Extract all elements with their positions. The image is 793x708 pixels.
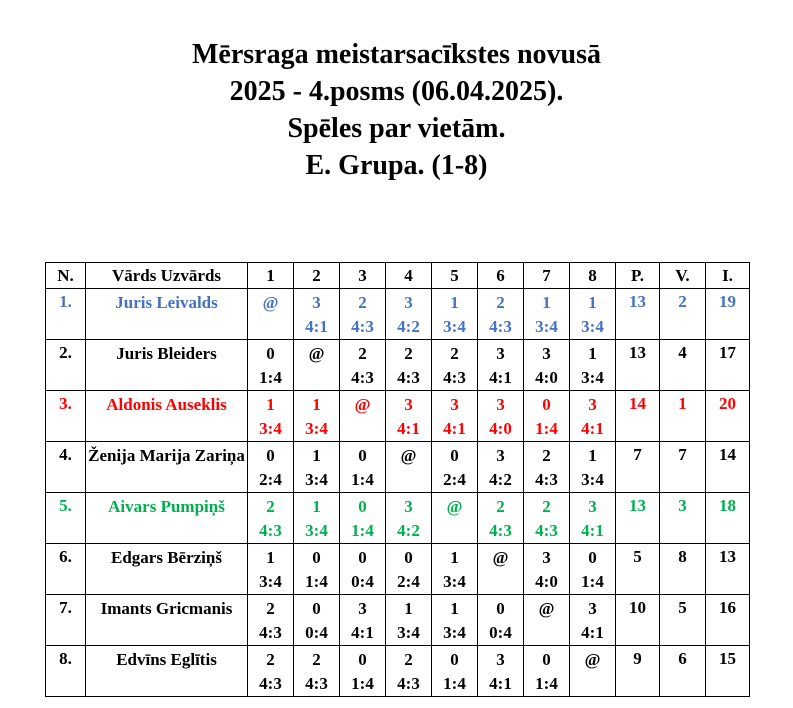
total-v: 4 [660, 340, 706, 391]
total-i: 15 [706, 646, 750, 697]
match-points: 1 [588, 344, 597, 363]
match-cell [570, 442, 616, 493]
match-score: 2:4 [259, 470, 282, 489]
match-cell [570, 391, 616, 442]
match-cell [248, 340, 294, 391]
match-cell [570, 595, 616, 646]
match-score: 0:4 [489, 623, 512, 642]
match-cell [432, 442, 478, 493]
match-cell [340, 442, 386, 493]
match-score: 1:4 [259, 368, 282, 387]
match-cell [432, 289, 478, 340]
match-cell [248, 289, 294, 340]
column-header: 1 [248, 263, 294, 289]
match-points: 0 [588, 548, 597, 567]
match-cell [570, 646, 616, 697]
match-score: 3:4 [397, 623, 420, 642]
match-score: 4:3 [351, 368, 374, 387]
column-header: Vārds Uzvārds [86, 263, 248, 289]
match-points: 3 [496, 395, 505, 414]
row-number: 7. [46, 595, 86, 646]
column-header: N. [46, 263, 86, 289]
player-name: Aldonis Auseklis [86, 391, 248, 442]
match-cell [294, 391, 340, 442]
match-points: 0 [358, 548, 367, 567]
total-p: 7 [616, 442, 660, 493]
match-score: 4:3 [443, 368, 466, 387]
match-points: 3 [542, 344, 551, 363]
match-points: 0 [312, 548, 321, 567]
match-cell [386, 289, 432, 340]
match-score: 4:2 [397, 317, 420, 336]
match-score: 4:1 [351, 623, 374, 642]
match-score [524, 621, 569, 645]
match-score: 4:1 [581, 419, 604, 438]
match-score: 4:1 [489, 368, 512, 387]
match-score: 3:4 [305, 521, 328, 540]
match-score: 3:4 [259, 572, 282, 591]
match-cell [524, 289, 570, 340]
match-score: 1:4 [351, 470, 374, 489]
total-p: 13 [616, 289, 660, 340]
results-table [45, 262, 750, 697]
match-cell [432, 340, 478, 391]
match-points: 3 [450, 395, 459, 414]
table-row [46, 289, 750, 340]
document-title [0, 36, 793, 184]
match-points: 0 [266, 344, 275, 363]
match-score: 3:4 [443, 623, 466, 642]
table-row [46, 544, 750, 595]
match-cell [478, 340, 524, 391]
match-points: 3 [358, 599, 367, 618]
match-score: 3:4 [305, 419, 328, 438]
match-score: 4:3 [305, 674, 328, 693]
match-score: 3:4 [443, 317, 466, 336]
match-points: 1 [404, 599, 413, 618]
row-number: 3. [46, 391, 86, 442]
match-cell [524, 544, 570, 595]
match-score: 4:0 [535, 572, 558, 591]
match-cell [478, 289, 524, 340]
match-points: 0 [358, 650, 367, 669]
match-cell [294, 289, 340, 340]
match-cell [248, 442, 294, 493]
total-i: 17 [706, 340, 750, 391]
total-i: 19 [706, 289, 750, 340]
match-points: 3 [496, 650, 505, 669]
match-cell [248, 544, 294, 595]
match-score: 4:0 [535, 368, 558, 387]
match-points: 2 [542, 497, 551, 516]
match-points: 2 [404, 650, 413, 669]
match-points: 1 [266, 395, 275, 414]
match-cell [386, 646, 432, 697]
match-cell [294, 340, 340, 391]
match-score: 4:3 [259, 623, 282, 642]
match-score: 4:3 [535, 470, 558, 489]
total-i: 13 [706, 544, 750, 595]
match-cell [386, 391, 432, 442]
match-score: 3:4 [259, 419, 282, 438]
match-points: 2 [358, 344, 367, 363]
match-points: @ [492, 548, 509, 567]
table-row [46, 646, 750, 697]
match-score: 3:4 [305, 470, 328, 489]
total-p: 13 [616, 493, 660, 544]
match-score [340, 417, 385, 441]
match-score: 4:1 [489, 674, 512, 693]
match-points: 3 [496, 446, 505, 465]
title-line-2: 2025 - 4.posms (06.04.2025). [229, 76, 564, 107]
match-points: @ [262, 293, 279, 312]
table-body [46, 289, 750, 697]
match-points: 3 [588, 599, 597, 618]
match-cell [386, 493, 432, 544]
match-points: 2 [404, 344, 413, 363]
player-name: Edvīns Eglītis [86, 646, 248, 697]
title-line-1: Mērsraga meistarsacīkstes novusā [191, 39, 602, 70]
player-name: Juris Bleiders [86, 340, 248, 391]
match-points: 1 [312, 395, 321, 414]
player-name: Juris Leivalds [86, 289, 248, 340]
column-header: P. [616, 263, 660, 289]
match-cell [340, 646, 386, 697]
match-points: 1 [588, 446, 597, 465]
match-score [478, 570, 523, 594]
row-number: 8. [46, 646, 86, 697]
match-score: 4:1 [581, 623, 604, 642]
match-score: 3:4 [581, 317, 604, 336]
match-points: 0 [542, 650, 551, 669]
match-cell [294, 544, 340, 595]
total-v: 2 [660, 289, 706, 340]
match-cell [524, 391, 570, 442]
match-points: @ [584, 650, 601, 669]
match-cell [294, 646, 340, 697]
match-points: @ [446, 497, 463, 516]
match-points: 2 [266, 497, 275, 516]
match-score: 4:3 [259, 674, 282, 693]
match-score: 3:4 [581, 470, 604, 489]
match-cell [340, 340, 386, 391]
match-cell [570, 493, 616, 544]
column-header: 5 [432, 263, 478, 289]
match-points: 0 [450, 446, 459, 465]
match-cell [524, 646, 570, 697]
match-points: 1 [450, 293, 459, 312]
match-points: 0 [266, 446, 275, 465]
match-cell [340, 595, 386, 646]
match-score: 1:4 [351, 674, 374, 693]
total-p: 9 [616, 646, 660, 697]
match-score: 1:4 [535, 674, 558, 693]
match-points: 1 [588, 293, 597, 312]
match-cell [478, 493, 524, 544]
row-number: 4. [46, 442, 86, 493]
column-header: 4 [386, 263, 432, 289]
match-score: 1:4 [581, 572, 604, 591]
match-cell [478, 442, 524, 493]
match-cell [248, 646, 294, 697]
header-row [46, 263, 750, 289]
player-name: Imants Gricmanis [86, 595, 248, 646]
match-score: 4:3 [535, 521, 558, 540]
match-score [432, 519, 477, 543]
match-points: 1 [450, 548, 459, 567]
match-cell [432, 646, 478, 697]
total-v: 1 [660, 391, 706, 442]
match-cell [524, 595, 570, 646]
total-p: 14 [616, 391, 660, 442]
match-score: 4:1 [581, 521, 604, 540]
match-score: 3:4 [443, 572, 466, 591]
match-score: 4:3 [397, 674, 420, 693]
match-cell [432, 595, 478, 646]
total-v: 8 [660, 544, 706, 595]
match-points: 0 [358, 497, 367, 516]
match-cell [248, 595, 294, 646]
match-cell [478, 646, 524, 697]
match-cell [294, 595, 340, 646]
match-points: 1 [266, 548, 275, 567]
match-points: 3 [404, 497, 413, 516]
match-points: 1 [450, 599, 459, 618]
match-score: 4:2 [489, 470, 512, 489]
match-score [294, 366, 339, 390]
match-points: 0 [542, 395, 551, 414]
match-cell [248, 391, 294, 442]
player-name: Ženija Marija Zariņa [86, 442, 248, 493]
column-header: 8 [570, 263, 616, 289]
match-points: 2 [450, 344, 459, 363]
total-i: 14 [706, 442, 750, 493]
match-score: 2:4 [443, 470, 466, 489]
match-points: 0 [358, 446, 367, 465]
title-line-3: Spēles par vietām. [287, 113, 506, 144]
match-points: @ [354, 395, 371, 414]
match-score: 1:4 [443, 674, 466, 693]
match-points: 3 [404, 395, 413, 414]
match-points: 0 [312, 599, 321, 618]
total-p: 13 [616, 340, 660, 391]
match-points: 2 [542, 446, 551, 465]
total-v: 6 [660, 646, 706, 697]
match-points: 1 [312, 497, 321, 516]
total-i: 16 [706, 595, 750, 646]
match-points: 2 [266, 650, 275, 669]
match-cell [386, 544, 432, 595]
match-points: 3 [312, 293, 321, 312]
total-v: 5 [660, 595, 706, 646]
total-p: 10 [616, 595, 660, 646]
match-score: 4:3 [489, 317, 512, 336]
match-points: @ [538, 599, 555, 618]
column-header: 3 [340, 263, 386, 289]
match-points: @ [400, 446, 417, 465]
match-cell [248, 493, 294, 544]
match-score: 1:4 [535, 419, 558, 438]
match-score: 0:4 [305, 623, 328, 642]
match-score: 4:3 [259, 521, 282, 540]
match-cell [340, 493, 386, 544]
total-i: 18 [706, 493, 750, 544]
match-score: 2:4 [397, 572, 420, 591]
match-points: 3 [588, 497, 597, 516]
match-points: @ [308, 344, 325, 363]
match-cell [386, 442, 432, 493]
match-cell [570, 340, 616, 391]
match-points: 3 [588, 395, 597, 414]
match-points: 1 [542, 293, 551, 312]
player-name: Aivars Pumpiņš [86, 493, 248, 544]
match-score: 4:3 [351, 317, 374, 336]
match-cell [432, 493, 478, 544]
match-score: 3:4 [535, 317, 558, 336]
match-points: 2 [496, 497, 505, 516]
match-cell [570, 289, 616, 340]
player-name: Edgars Bērziņš [86, 544, 248, 595]
table-row [46, 391, 750, 442]
match-points: 0 [496, 599, 505, 618]
match-cell [386, 340, 432, 391]
match-cell [570, 544, 616, 595]
match-points: 0 [404, 548, 413, 567]
match-cell [294, 493, 340, 544]
match-points: 0 [450, 650, 459, 669]
match-cell [524, 442, 570, 493]
match-score: 4:3 [397, 368, 420, 387]
match-cell [478, 391, 524, 442]
column-header: 6 [478, 263, 524, 289]
match-cell [340, 391, 386, 442]
match-score [248, 315, 293, 339]
match-cell [340, 289, 386, 340]
match-cell [524, 493, 570, 544]
match-points: 2 [266, 599, 275, 618]
match-cell [478, 595, 524, 646]
total-v: 7 [660, 442, 706, 493]
table-row [46, 595, 750, 646]
match-cell [340, 544, 386, 595]
match-score: 3:4 [581, 368, 604, 387]
match-score: 4:1 [397, 419, 420, 438]
match-score [386, 468, 431, 492]
total-v: 3 [660, 493, 706, 544]
table-row [46, 340, 750, 391]
table-row [46, 442, 750, 493]
match-score: 4:2 [397, 521, 420, 540]
match-points: 2 [312, 650, 321, 669]
column-header: 7 [524, 263, 570, 289]
match-cell [478, 544, 524, 595]
row-number: 5. [46, 493, 86, 544]
match-score [570, 672, 615, 696]
match-points: 3 [404, 293, 413, 312]
match-score: 4:1 [443, 419, 466, 438]
match-cell [432, 391, 478, 442]
match-points: 1 [312, 446, 321, 465]
match-points: 2 [496, 293, 505, 312]
row-number: 2. [46, 340, 86, 391]
match-cell [432, 544, 478, 595]
row-number: 6. [46, 544, 86, 595]
table-row [46, 493, 750, 544]
match-score: 4:1 [305, 317, 328, 336]
match-score: 1:4 [351, 521, 374, 540]
match-cell [386, 595, 432, 646]
total-i: 20 [706, 391, 750, 442]
total-p: 5 [616, 544, 660, 595]
match-cell [294, 442, 340, 493]
match-score: 4:0 [489, 419, 512, 438]
column-header: V. [660, 263, 706, 289]
match-cell [524, 340, 570, 391]
match-score: 4:3 [489, 521, 512, 540]
match-score: 1:4 [305, 572, 328, 591]
match-points: 2 [358, 293, 367, 312]
match-points: 3 [496, 344, 505, 363]
match-score: 0:4 [351, 572, 374, 591]
match-points: 3 [542, 548, 551, 567]
column-header: I. [706, 263, 750, 289]
row-number: 1. [46, 289, 86, 340]
column-header: 2 [294, 263, 340, 289]
title-line-4: E. Grupa. (1-8) [305, 150, 488, 181]
